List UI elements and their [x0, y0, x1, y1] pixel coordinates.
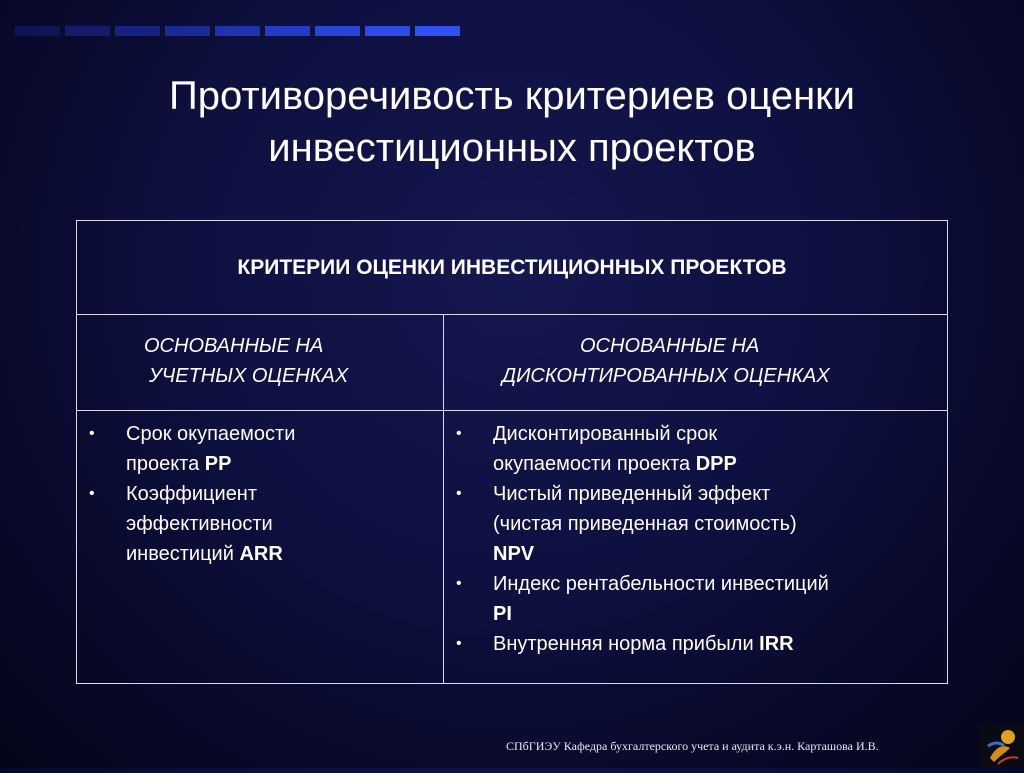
- list-item-text: Коэффициент: [126, 483, 258, 505]
- list-item: [444, 569, 947, 629]
- list-item-text: (чистая приведенная стоимость): [493, 513, 797, 535]
- bullet-icon: •: [89, 485, 95, 502]
- footer-text: СПбГИЭУ Кафедра бухгалтерского учета и аудита к.э.н. Карташова И.В.: [506, 739, 879, 753]
- bullet-icon: •: [456, 425, 462, 442]
- list-item-line: [493, 419, 947, 449]
- decorative-bar: [15, 26, 60, 36]
- list-item-text: окупаемости проекта: [493, 453, 696, 475]
- subheader-accounting-line-1: ОСНОВАННЫЕ НА: [144, 335, 324, 357]
- criterion-abbreviation: IRR: [759, 633, 794, 655]
- decorative-bar: [215, 26, 260, 36]
- list-item-line: [126, 539, 443, 569]
- list-item: [77, 479, 443, 569]
- list-item-text: Дисконтированный срок: [493, 423, 718, 445]
- criterion-abbreviation: PI: [493, 603, 512, 625]
- list-item-line: [493, 539, 947, 569]
- list-item-line: [493, 599, 947, 629]
- list-item: [444, 479, 947, 569]
- criterion-abbreviation: DPP: [695, 453, 737, 475]
- criterion-abbreviation: PP: [204, 453, 232, 475]
- list-item-line: [126, 419, 443, 449]
- logo-emblem-icon: [980, 724, 1024, 768]
- list-item: [444, 629, 947, 659]
- subheader-discounted-line-1: ОСНОВАННЫЕ НА: [580, 335, 760, 357]
- list-item-text: инвестиций: [126, 543, 240, 565]
- criterion-abbreviation: ARR: [239, 543, 283, 565]
- decorative-bar: [65, 26, 110, 36]
- bullet-icon: •: [456, 575, 462, 592]
- title-line-2: инвестиционных проектов: [268, 126, 756, 170]
- table-subheader-row: [77, 315, 947, 411]
- university-logo: [980, 724, 1024, 768]
- list-item-line: [493, 509, 947, 539]
- decorative-bar: [415, 26, 460, 36]
- decorative-top-bars: [15, 26, 460, 36]
- decorative-bar: [115, 26, 160, 36]
- subheader-accounting: [77, 331, 443, 391]
- criteria-table: [76, 220, 948, 684]
- criterion-abbreviation: NPV: [493, 543, 535, 565]
- bullet-icon: •: [456, 635, 462, 652]
- list-item-line: [493, 629, 947, 659]
- decorative-bar: [365, 26, 410, 36]
- decorative-bar: [315, 26, 360, 36]
- list-item-line: [126, 479, 443, 509]
- list-item-line: [493, 449, 947, 479]
- list-item-line: [493, 479, 947, 509]
- list-item-text: Внутренняя норма прибыли: [493, 633, 760, 655]
- title-line-1: Противоречивость критериев оценки: [168, 74, 856, 118]
- decorative-bar: [165, 26, 210, 36]
- list-item-text: проекта: [126, 453, 205, 475]
- list-item-text: Индекс рентабельности инвестиций: [493, 573, 829, 595]
- list-item-text: эффективности: [126, 513, 273, 535]
- list-item: [77, 419, 443, 479]
- list-item-line: [126, 509, 443, 539]
- decorative-bar: [265, 26, 310, 36]
- subheader-discounted: [444, 331, 947, 391]
- list-item-line: [126, 449, 443, 479]
- list-item-text: Чистый приведенный эффект: [493, 483, 771, 505]
- subheader-discounted-line-2: ДИСКОНТИРОВАННЫХ ОЦЕНКАХ: [502, 365, 830, 387]
- slide-title: [0, 70, 1024, 174]
- table-header-cell: [77, 221, 947, 315]
- discounted-criteria-list: [444, 419, 947, 659]
- table-header-text: КРИТЕРИИ ОЦЕНКИ ИНВЕСТИЦИОННЫХ ПРОЕКТОВ: [237, 255, 787, 279]
- subheader-accounting-line-2: УЧЕТНЫХ ОЦЕНКАХ: [149, 365, 349, 387]
- accounting-criteria-list: [77, 419, 443, 569]
- bullet-icon: •: [89, 425, 95, 442]
- list-item-line: [493, 569, 947, 599]
- list-item-text: Срок окупаемости: [126, 423, 296, 445]
- bullet-icon: •: [456, 485, 462, 502]
- list-item: [444, 419, 947, 479]
